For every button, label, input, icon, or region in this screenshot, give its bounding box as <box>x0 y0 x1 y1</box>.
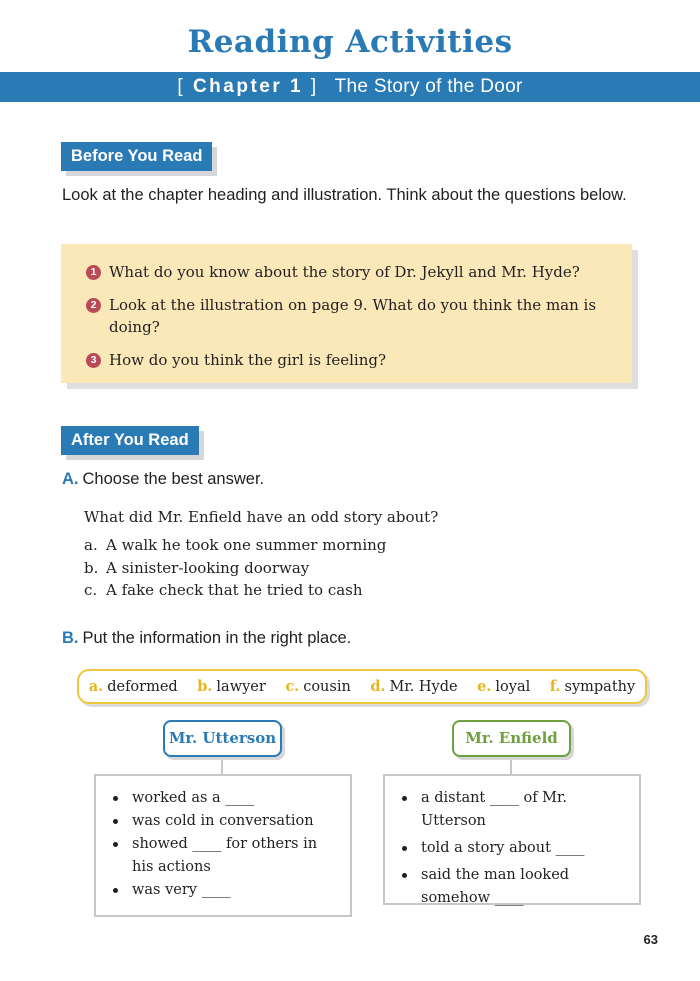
section-b-letter: B. <box>62 629 79 647</box>
list-item: a distant ____ of Mr. Utterson <box>399 787 629 833</box>
questions-box <box>61 244 632 383</box>
question-text: How do you think the girl is feeling? <box>109 351 386 369</box>
word-bank <box>77 669 647 704</box>
word-bank-item: b. lawyer <box>197 678 266 695</box>
page-number: 63 <box>643 932 658 947</box>
word-bank-item: e. loyal <box>477 678 531 695</box>
question-number-badge: 1 <box>86 265 101 280</box>
chapter-banner <box>0 72 700 102</box>
list-item: showed ____ for others in his actions <box>110 833 340 879</box>
question-item <box>87 349 607 371</box>
answer-option: a. A walk he took one summer morning <box>84 536 387 554</box>
section-b-instruction: Put the information in the right place. <box>82 629 352 647</box>
question-number-badge: 3 <box>86 353 101 368</box>
enfield-box <box>383 774 641 905</box>
section-a-heading <box>62 470 264 489</box>
section-b-heading <box>62 629 351 648</box>
section-a-instruction: Choose the best answer. <box>82 470 265 488</box>
page-title: Reading Activities <box>187 24 513 60</box>
question-text: Look at the illustration on page 9. What do you think the man is doing? <box>109 296 597 336</box>
word-bank-item: a. deformed <box>88 678 178 695</box>
answer-option: b. A sinister-looking doorway <box>84 559 310 577</box>
list-item: was very ____ <box>110 879 340 902</box>
question-item <box>87 261 607 283</box>
list-item: said the man looked somehow ____ <box>399 864 629 910</box>
utterson-tag: Mr. Utterson <box>163 720 282 757</box>
question-text: What do you know about the story of Dr. Jekyll and Mr. Hyde? <box>109 263 580 281</box>
chapter-story-title: The Story of the Door <box>334 76 523 97</box>
question-number-badge: 2 <box>86 298 101 313</box>
utterson-box <box>94 774 352 917</box>
list-item: was cold in conversation <box>110 810 340 833</box>
before-intro-text: Look at the chapter heading and illustration. Think about the questions below. <box>62 186 627 204</box>
before-you-read-heading: Before You Read <box>61 142 212 171</box>
word-bank-item: f. sympathy <box>549 678 636 695</box>
enfield-tag: Mr. Enfield <box>452 720 571 757</box>
answer-option: c. A fake check that he tried to cash <box>84 581 363 599</box>
chapter-label: [ Chapter 1 ] <box>177 76 319 97</box>
section-a-letter: A. <box>62 470 79 488</box>
question-item <box>87 294 607 338</box>
section-a-question: What did Mr. Enfield have an odd story about? <box>84 508 439 526</box>
word-bank-item: c. cousin <box>285 678 351 695</box>
after-you-read-heading: After You Read <box>61 426 199 455</box>
word-bank-item: d. Mr. Hyde <box>370 678 458 695</box>
list-item: worked as a ____ <box>110 787 340 810</box>
list-item: told a story about ____ <box>399 837 629 860</box>
